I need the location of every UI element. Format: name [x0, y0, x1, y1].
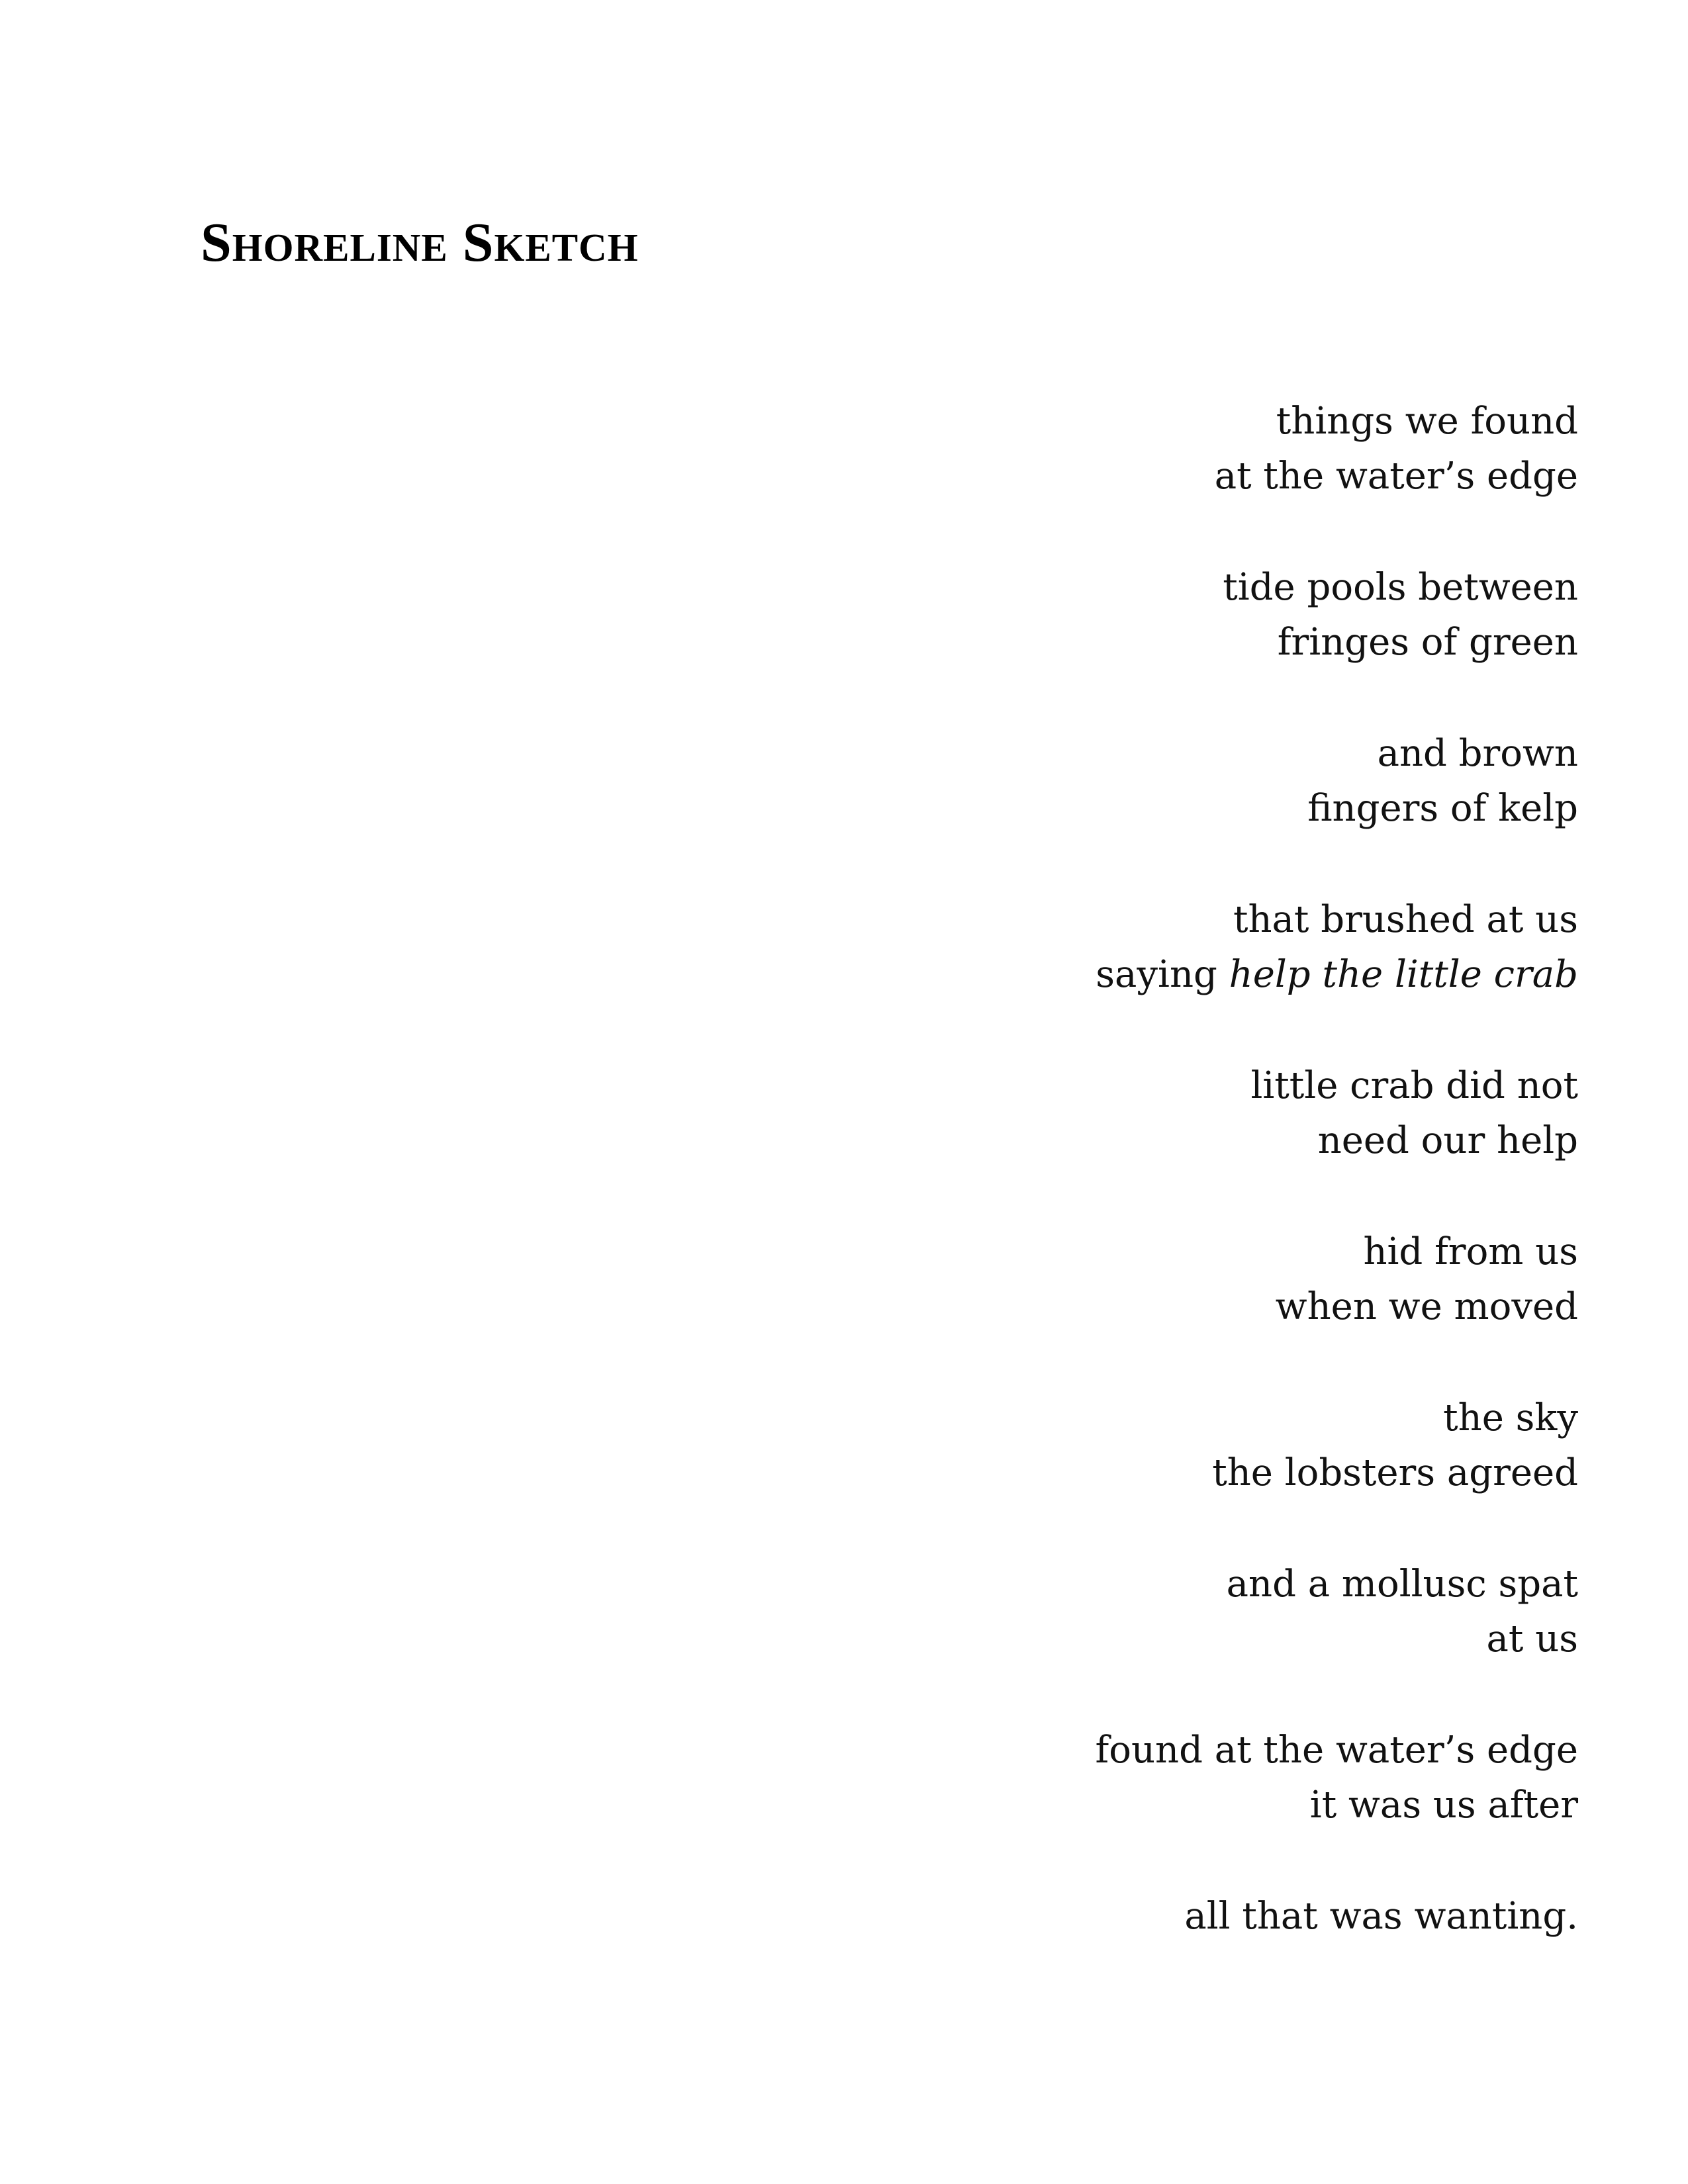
poem-line: when we moved — [1275, 1285, 1578, 1328]
stanza-6 — [585, 1224, 1578, 1334]
poem-line: all that was wanting. — [1184, 1895, 1578, 1938]
stanza-1 — [585, 394, 1578, 504]
stanza-2 — [585, 560, 1578, 670]
poem-line: little crab did not — [1250, 1064, 1578, 1107]
poem-line: fingers of kelp — [1307, 787, 1578, 830]
poem-line: at the water’s edge — [1214, 455, 1578, 498]
poem-line: hid from us — [1363, 1230, 1578, 1273]
poem-line: the sky — [1443, 1396, 1578, 1439]
poem-line: need our help — [1317, 1119, 1578, 1162]
page-title: Shoreline Sketch — [201, 212, 639, 273]
poem-line: it was us after — [1309, 1784, 1578, 1827]
stanza-5 — [585, 1058, 1578, 1168]
stanza-4 — [585, 892, 1578, 1002]
stanza-3 — [585, 726, 1578, 836]
stanza-8 — [585, 1557, 1578, 1666]
poem-line: tide pools between — [1223, 566, 1578, 609]
stanza-10 — [585, 1889, 1578, 1944]
poem-line: and a mollusc spat — [1226, 1563, 1578, 1606]
poem-line: found at the water’s edge — [1095, 1729, 1578, 1772]
poem-line: fringes of green — [1277, 621, 1578, 664]
poem-line: and brown — [1377, 732, 1578, 775]
poem-line: the lobsters agreed — [1212, 1451, 1578, 1494]
poem-line: things we found — [1276, 400, 1578, 443]
poem-body — [585, 394, 1578, 2000]
poem-line: at us — [1486, 1617, 1578, 1661]
poem-line: that brushed at us — [1233, 898, 1578, 941]
poem-line-italic-part: help the little crab — [1229, 953, 1578, 996]
poem-line-plain-part: saying — [1096, 953, 1229, 996]
poem-line-mixed — [585, 947, 1578, 1002]
stanza-9 — [585, 1723, 1578, 1833]
stanza-7 — [585, 1390, 1578, 1500]
